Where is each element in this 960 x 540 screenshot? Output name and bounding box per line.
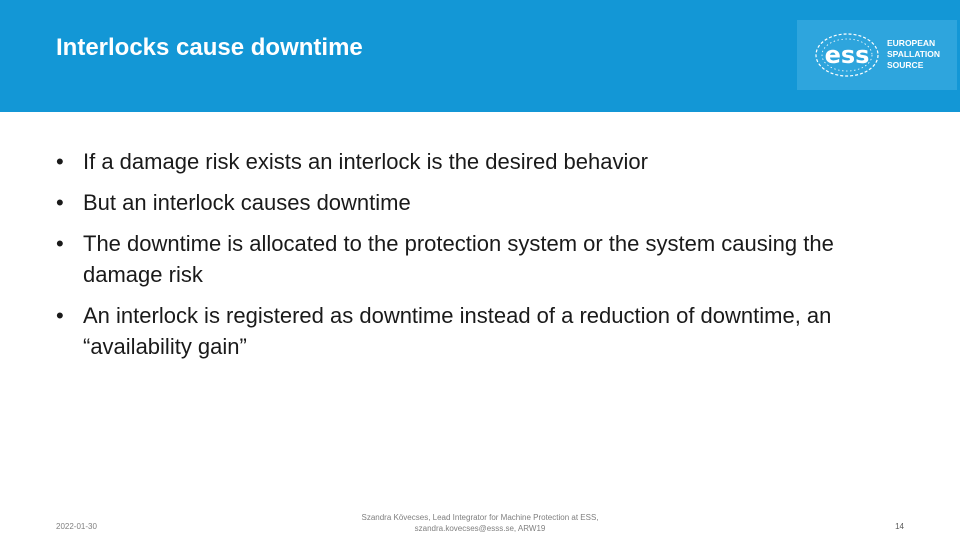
ess-logo-wordmark — [887, 38, 940, 71]
footer-author-line-1: Szandra Kövecses, Lead Integrator for Machine Protection at ESS, — [361, 513, 599, 522]
ess-logo-icon — [813, 30, 881, 80]
bullet-item: • But an interlock causes downtime — [56, 187, 856, 218]
footer-date: 2022-01-30 — [56, 522, 97, 531]
ess-logo — [797, 20, 957, 90]
footer-author — [330, 512, 630, 534]
bullet-item: • If a damage risk exists an interlock is the desired behavior — [56, 146, 856, 177]
bullet-list — [56, 146, 856, 372]
page-number: 14 — [895, 522, 904, 531]
title-bar — [0, 0, 960, 112]
ess-logo-mark: ess — [824, 41, 870, 69]
logo-line-1: EUROPEAN — [887, 38, 936, 48]
slide-title: Interlocks cause downtime — [56, 34, 363, 61]
bullet-item: • An interlock is registered as downtime instead of a reduction of downtime, an “availability gain” — [56, 300, 856, 362]
logo-line-3: SOURCE — [887, 60, 924, 70]
logo-line-2: SPALLATION — [887, 49, 941, 59]
bullet-item: • The downtime is allocated to the protection system or the system causing the damage risk — [56, 228, 856, 290]
footer-author-line-2: szandra.kovecses@esss.se, ARW19 — [414, 524, 546, 533]
